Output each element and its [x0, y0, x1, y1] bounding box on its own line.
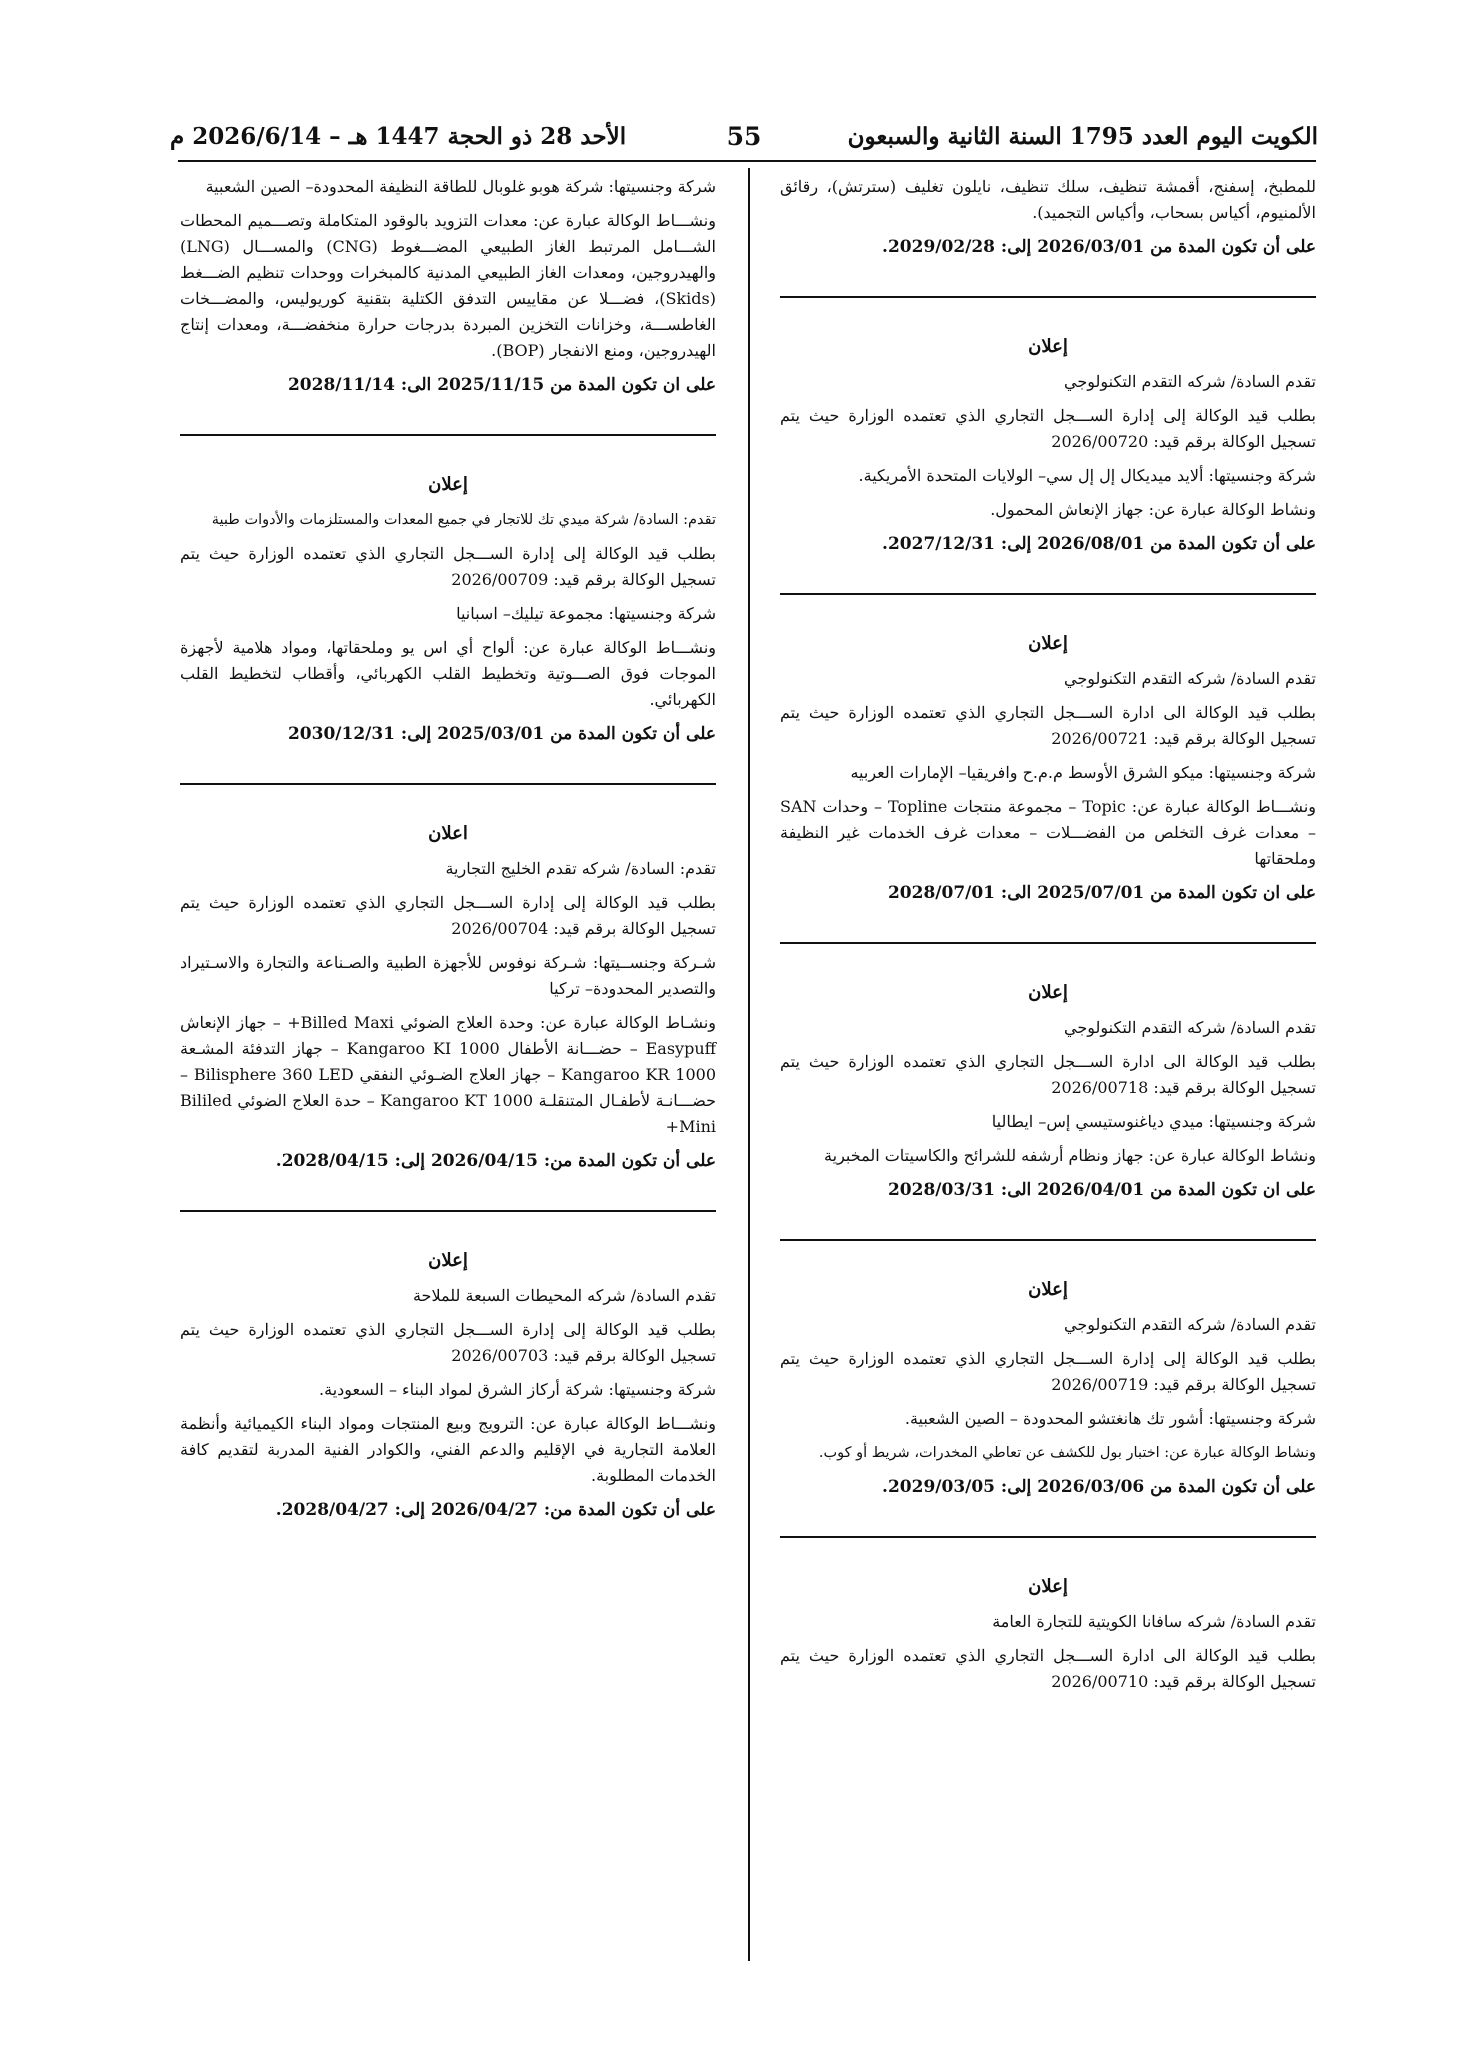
announcement-date: على أن تكون المدة من: 2026/04/15 إلى: 2028/04/15.: [275, 1151, 716, 1171]
header-rule: [178, 160, 1316, 162]
announcement-activity: ونشاط الوكالة عبارة عن: جهاز ونظام أرشفه للشرائح والكاسيتات المخبرية: [824, 1146, 1316, 1165]
announcement-divider: [780, 1239, 1316, 1241]
announcement-applicant: تقدم السادة/ شركه التقدم التكنولوجي: [1064, 372, 1316, 391]
left-column: [180, 174, 716, 1531]
announcement-heading: اعلان: [428, 823, 468, 844]
announcement-request: بطلب قيد الوكالة إلى إدارة الســـجل التجاري الذي تعتمده الوزارة حيث يتم تسجيل الوكالة برقم قيد: 2026/00720: [780, 406, 1317, 451]
announcement-heading: إعلان: [1028, 633, 1068, 654]
announcement: [180, 823, 716, 1174]
announcement-applicant: تقدم: السادة/ شركة ميدي تك للاتجار في جميع المعدات والمستلزمات والأدوات طبية: [211, 512, 716, 528]
continuation-text: للمطبخ، إسفنج، أقمشة تنظيف، سلك تنظيف، نايلون تغليف (سترتش)، رقائق الألمنيوم، أكياس بسحاب، وأكياس التجميد).: [780, 177, 1316, 222]
announcement: [180, 474, 716, 747]
announcement-company: شركة وجنسيتها: ميدي دياغنوستيسي إس– ايطاليا: [991, 1112, 1316, 1131]
announcement-heading: إعلان: [428, 1250, 468, 1271]
continuation-activity: ونشـــاط الوكالة عبارة عن: معدات التزويد بالوقود المتكاملة وتصـــميم المحطات الشـــامل المرتبط الغاز الطبيعي المضـــغوط (CNG) والمســـال (LNG) والهيدروجين، ومعدات الغاز الطبيعي المدنية كالمبخرات ووحدات تنظيم الضـــغط (Skids)، فضـــلا عن مقاييس التدفق الكتلية بتقنية كوريوليس، والمضـــخات الغاطســـة، وخزانات التخزين المبردة بدرجات حرارة منخفضـــة، ومعدات إنتاج الهيدروجين، ومنع الانفجار (BOP).: [180, 211, 716, 360]
announcement-applicant: تقدم السادة/ شركه التقدم التكنولوجي: [1064, 1315, 1316, 1334]
announcement-heading: إعلان: [1028, 1576, 1068, 1597]
announcement-request: بطلب قيد الوكالة إلى إدارة الســـجل التجاري الذي تعتمده الوزارة حيث يتم تسجيل الوكالة برقم قيد: 2026/00703: [180, 1320, 717, 1365]
announcement-activity: ونشاط الوكالة عبارة عن: جهاز الإنعاش المحمول.: [990, 500, 1316, 519]
announcement-activity: ونشـــاط الوكالة عبارة عن: ألواح أي اس يو وملحقاتها، ومواد هلامية لأجهزة الموجات فوق الصـــوتية وتخطيط القلب الكهربائي، وأقطاب لتخطيط القلب الكهربائي.: [180, 638, 716, 709]
announcement-heading: إعلان: [1028, 336, 1068, 357]
column-divider: [748, 168, 750, 1961]
announcement-activity: ونشاط الوكالة عبارة عن: اختبار بول للكشف عن تعاطي المخدرات، شريط أو كوب.: [818, 1445, 1316, 1461]
header-issue-title: الكويت اليوم العدد 1795 السنة الثانية والسبعون: [847, 122, 1318, 150]
announcement: [180, 1250, 716, 1523]
page-header: [170, 118, 1318, 154]
continuation-company: شركة وجنسيتها: شركة هوبو غلوبال للطاقة النظيفة المحدودة– الصين الشعبية: [205, 177, 716, 196]
header-date: الأحد 28 ذو الحجة 1447 هـ – 2026/6/14 م: [170, 122, 627, 150]
announcement-heading: إعلان: [1028, 1279, 1068, 1300]
announcement-heading: إعلان: [428, 474, 468, 495]
announcement-activity: ونشـــاط الوكالة عبارة عن: Topic – مجموعة منتجات Topline – وحدات SAN – معدات غرف التخلص من الفضـــلات – معدات غرف الخدمات غير النظيفة وملحقاتها: [780, 797, 1317, 868]
announcement-divider: [180, 434, 716, 436]
announcement-divider: [780, 296, 1316, 298]
announcement-date: على ان تكون المدة من 2025/07/01 الى: 2028/07/01: [887, 883, 1316, 903]
announcement-applicant: تقدم السادة/ شركه المحيطات السبعة للملاحة: [412, 1286, 716, 1305]
continuation-date: على أن تكون المدة من 2026/03/01 إلى: 2029/02/28.: [882, 237, 1316, 257]
announcement-company: شـركة وجنســيتها: شـركة نوفوس للأجهزة الطبية والصـناعة والتجارة والاسـتيراد والتصدير المحدودة– تركيا: [180, 953, 716, 998]
right-column: [780, 174, 1316, 1703]
announcement-divider: [780, 1536, 1316, 1538]
announcement-request: بطلب قيد الوكالة إلى إدارة الســـجل التجاري الذي تعتمده الوزارة حيث يتم تسجيل الوكالة برقم قيد: 2026/00709: [180, 544, 717, 589]
continuation-date: على ان تكون المدة من 2025/11/15 الى: 2028/11/14: [287, 375, 716, 395]
announcement-company: شركة وجنسيتها: أشور تك هانغتشو المحدودة – الصين الشعبية.: [904, 1409, 1316, 1428]
announcement-company: شركة وجنسيتها: مجموعة تيليك– اسبانيا: [456, 604, 716, 623]
announcement: [780, 982, 1316, 1203]
announcement-applicant: تقدم السادة/ شركه التقدم التكنولوجي: [1064, 1018, 1316, 1037]
announcement-date: على أن تكون المدة من 2025/03/01 إلى: 2030/12/31: [287, 724, 716, 744]
announcement-request: بطلب قيد الوكالة الى ادارة الســـجل التجاري الذي تعتمده الوزارة حيث يتم تسجيل الوكالة برقم قيد: 2026/00721: [780, 703, 1317, 748]
announcement: [780, 1576, 1316, 1695]
announcement-date: على ان تكون المدة من 2026/04/01 الى: 2028/03/31: [887, 1180, 1316, 1200]
announcement-company: شركة وجنسيتها: شركة أركاز الشرق لمواد البناء – السعودية.: [319, 1380, 716, 1399]
announcement: [780, 633, 1316, 906]
announcement-heading: إعلان: [1028, 982, 1068, 1003]
announcement: [780, 1279, 1316, 1500]
page-number: 55: [726, 121, 762, 151]
announcement-divider: [780, 942, 1316, 944]
announcement-divider: [180, 783, 716, 785]
announcement-activity: ونشـــاط الوكالة عبارة عن: الترويج وبيع المنتجات ومواد البناء الكيميائية وأنظمة العلامة التجارية في الإقليم والدعم الفني، والكوادر الفنية المدربة لتقديم كافة الخدمات المطلوبة.: [180, 1414, 716, 1485]
announcement-company: شركة وجنسيتها: ميكو الشرق الأوسط م.م.ح وافريقيا– الإمارات العربيه: [850, 763, 1316, 782]
announcement-divider: [180, 1210, 716, 1212]
announcement-date: على أن تكون المدة من 2026/03/06 إلى: 2029/03/05.: [882, 1477, 1316, 1497]
announcement-request: بطلب قيد الوكالة إلى إدارة الســـجل التجاري الذي تعتمده الوزارة حيث يتم تسجيل الوكالة برقم قيد: 2026/00719: [780, 1349, 1317, 1394]
announcement-request: بطلب قيد الوكالة الى ادارة الســـجل التجاري الذي تعتمده الوزارة حيث يتم تسجيل الوكالة برقم قيد: 2026/00710: [780, 1646, 1317, 1691]
announcement-date: على أن تكون المدة من 2026/08/01 إلى: 2027/12/31.: [882, 534, 1316, 554]
announcement-request: بطلب قيد الوكالة الى ادارة الســـجل التجاري الذي تعتمده الوزارة حيث يتم تسجيل الوكالة برقم قيد: 2026/00718: [780, 1052, 1317, 1097]
announcement-applicant: تقدم السادة/ شركه التقدم التكنولوجي: [1064, 669, 1316, 688]
announcement-activity: ونشـاط الوكالة عبارة عن: وحدة العلاج الضوئي Billed Maxi+ – جهاز الإنعاش Easypuff – حضـــانة الأطفال Kangaroo KI 1000 – جهاز التدفئة المشـعة Kangaroo KR 1000 – جهاز العلاج الضـوئي النفقي Bilisphere 360 LED – حضـــانـة لأطفـال المتنقلـة Kangaroo KT 1000 – حدة العلاج الضوئي Bililed Mini+: [180, 1013, 717, 1136]
announcement-company: شركة وجنسيتها: ألايد ميديكال إل إل سي– الولايات المتحدة الأمريكية.: [858, 466, 1316, 485]
announcement: [780, 336, 1316, 557]
announcement-divider: [780, 593, 1316, 595]
announcement-date: على أن تكون المدة من: 2026/04/27 إلى: 2028/04/27.: [275, 1500, 716, 1520]
announcement-applicant: تقدم السادة/ شركه سافانا الكويتية للتجارة العامة: [992, 1612, 1316, 1631]
announcement-request: بطلب قيد الوكالة إلى إدارة الســـجل التجاري الذي تعتمده الوزارة حيث يتم تسجيل الوكالة برقم قيد: 2026/00704: [180, 893, 717, 938]
announcement-applicant: تقدم: السادة/ شركه تقدم الخليج التجارية: [445, 859, 716, 878]
